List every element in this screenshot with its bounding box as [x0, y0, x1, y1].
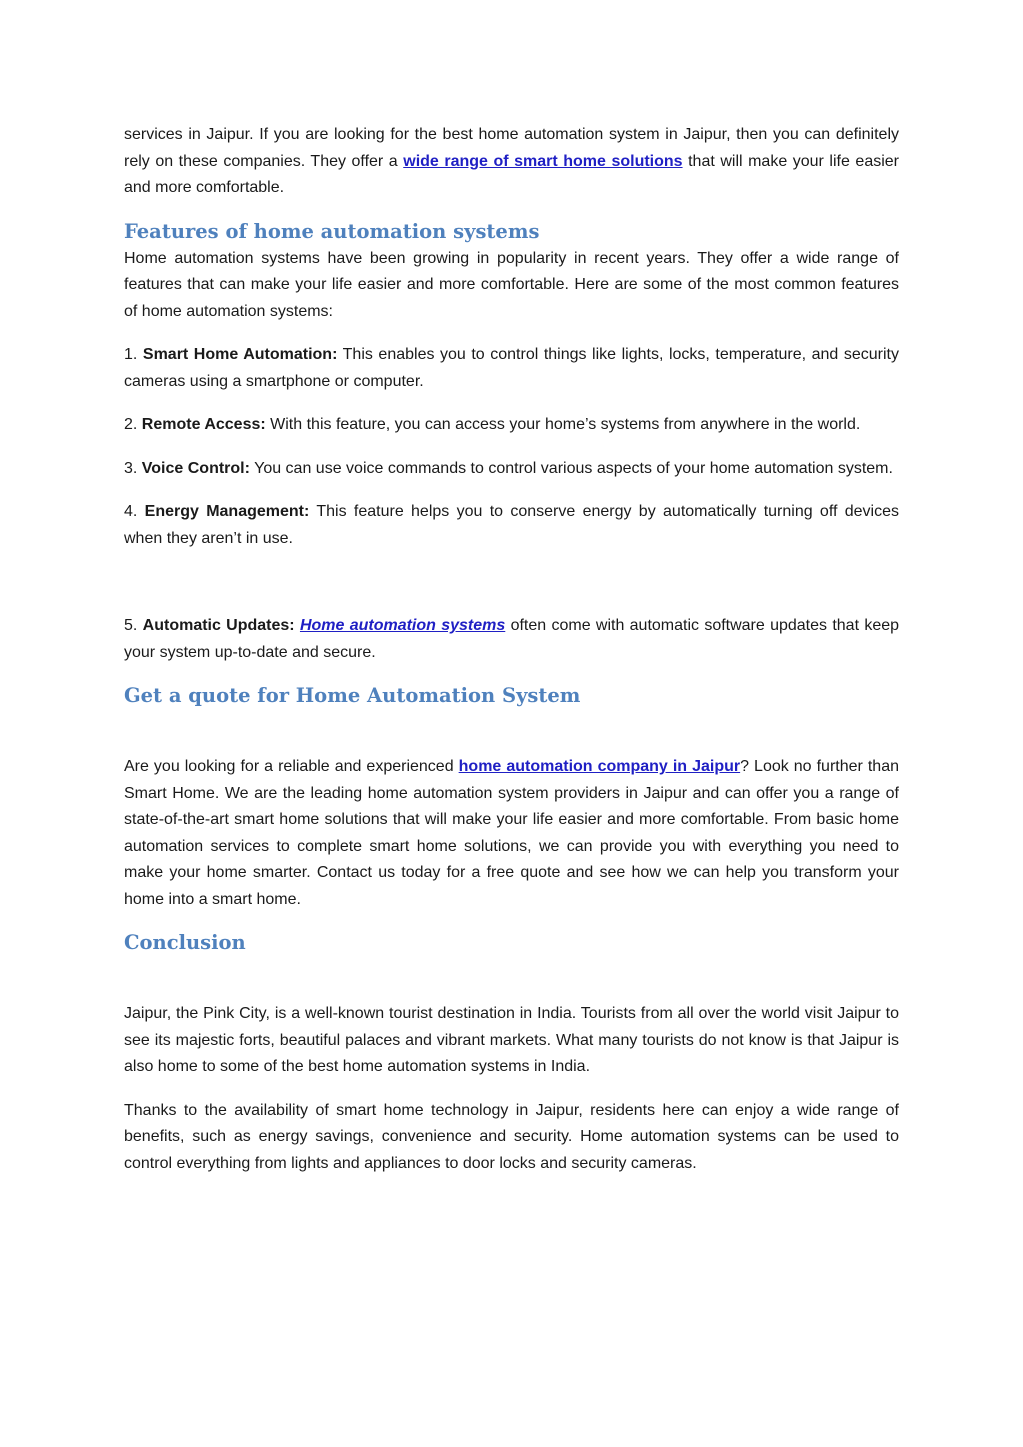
- feature-title: Voice Control:: [141, 459, 250, 477]
- quote-paragraph: [124, 754, 899, 913]
- feature-item-energy-management: [124, 499, 899, 552]
- feature-number: 4.: [124, 503, 145, 520]
- quote-text-after: ? Look no further than Smart Home. We are the leading home automation system providers in Jaipur and can offer you a range of state-of-the-art smart home solutions that will make your life easier and more comfortable. From basic home automation services to complete smart home solutions, we can provide you with everything you need to make your home smarter. Contact us today for a free quote and see how we can help you transform your home into a smart home.: [124, 758, 900, 908]
- feature-description: With this feature, you can access your home’s systems from anywhere in the world.: [265, 416, 861, 433]
- feature-item-voice-control: [124, 456, 899, 483]
- feature-title: Automatic Updates:: [142, 617, 295, 634]
- home-automation-company-link[interactable]: home automation company in Jaipur: [458, 758, 741, 775]
- feature-title: Energy Management:: [144, 503, 310, 520]
- conclusion-paragraph-1: Jaipur, the Pink City, is a well-known tourist destination in India. Tourists from all over the world visit Jaipur to see its majestic forts, beautiful palaces and vibrant markets. What many tourists do not know is that Jaipur is also home to some of the best home automation systems in India.: [124, 1005, 899, 1075]
- conclusion-heading: Conclusion: [124, 931, 246, 954]
- feature-description: This enables you to control things like lights, locks, temperature, and security cameras using a smartphone or computer.: [124, 346, 900, 390]
- feature-number: 3.: [124, 459, 142, 477]
- conclusion-paragraph-2: Thanks to the availability of smart home technology in Jaipur, residents here can enjoy a wide range of benefits, such as energy savings, convenience and security. Home automation systems can be used to control everything from lights and appliances to door locks and security cameras.: [124, 1101, 899, 1172]
- feature-title: Smart Home Automation:: [142, 346, 338, 363]
- quote-heading: Get a quote for Home Automation System: [124, 684, 581, 707]
- feature-item-remote-access: [124, 412, 899, 439]
- feature-description: You can use voice commands to control various aspects of your home automation system.: [249, 459, 893, 477]
- smart-home-solutions-link[interactable]: wide range of smart home solutions: [403, 152, 683, 170]
- document-page: [124, 122, 899, 1177]
- feature-number: 5.: [124, 617, 143, 634]
- features-intro-paragraph: Home automation systems have been growing in popularity in recent years. They offer a wide range of features that can make your life easier and more comfortable. Here are some of the most common features of home automation systems:: [124, 249, 899, 320]
- feature-title: Remote Access:: [141, 416, 266, 433]
- feature-item-smart-home-automation: [124, 342, 899, 395]
- home-automation-systems-link[interactable]: Home automation systems: [299, 617, 506, 634]
- intro-paragraph: [124, 122, 899, 202]
- feature-item-automatic-updates: [124, 613, 899, 666]
- intro-text-before: services in Jaipur. If you are looking for the best home automation system in Jaipur, then you can definitely rely on these companies. They offer a: [124, 126, 899, 170]
- feature-description: This feature helps you to conserve energy by automatically turning off devices when they aren’t in use.: [124, 503, 899, 547]
- feature-number: 1.: [124, 346, 143, 363]
- feature-description: often come with automatic software updates that keep your system up-to-date and secure.: [124, 617, 900, 661]
- feature-number: 2.: [124, 416, 142, 433]
- quote-text-before: Are you looking for a reliable and experienced: [124, 758, 459, 775]
- features-heading: Features of home automation systems: [124, 219, 540, 243]
- intro-text-after: that will make your life easier and more comfortable.: [124, 152, 900, 196]
